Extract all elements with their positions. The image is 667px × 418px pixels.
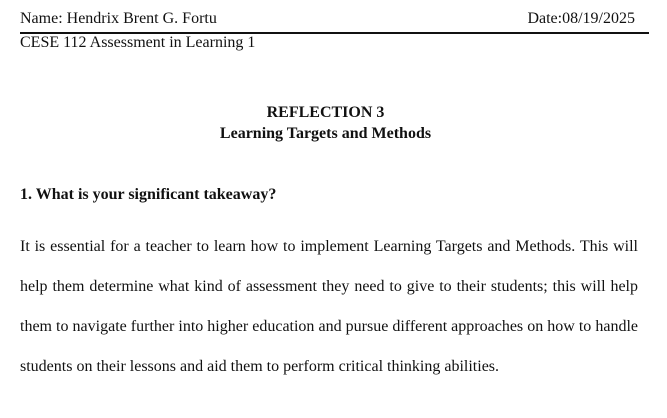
reflection-title: REFLECTION 3 bbox=[266, 104, 385, 121]
reflection-subtitle: Learning Targets and Methods bbox=[219, 125, 432, 142]
question-heading: 1. What is your significant takeaway? bbox=[20, 186, 277, 203]
answer-paragraph: It is essential for a teacher to learn how to implement Learning Targets and Methods. This will help them determine what kind of assessment they need to give to their students; this will help them to navigate further into higher education and pursue different approaches on how to handle students on their lessons and aid them to perform critical thinking abilities. bbox=[20, 238, 638, 375]
document-date: Date:08/19/2025 bbox=[527, 10, 635, 27]
header-row bbox=[20, 8, 649, 34]
course-title: CESE 112 Assessment in Learning 1 bbox=[20, 34, 256, 51]
student-name: Name: Hendrix Brent G. Fortu bbox=[20, 10, 217, 27]
